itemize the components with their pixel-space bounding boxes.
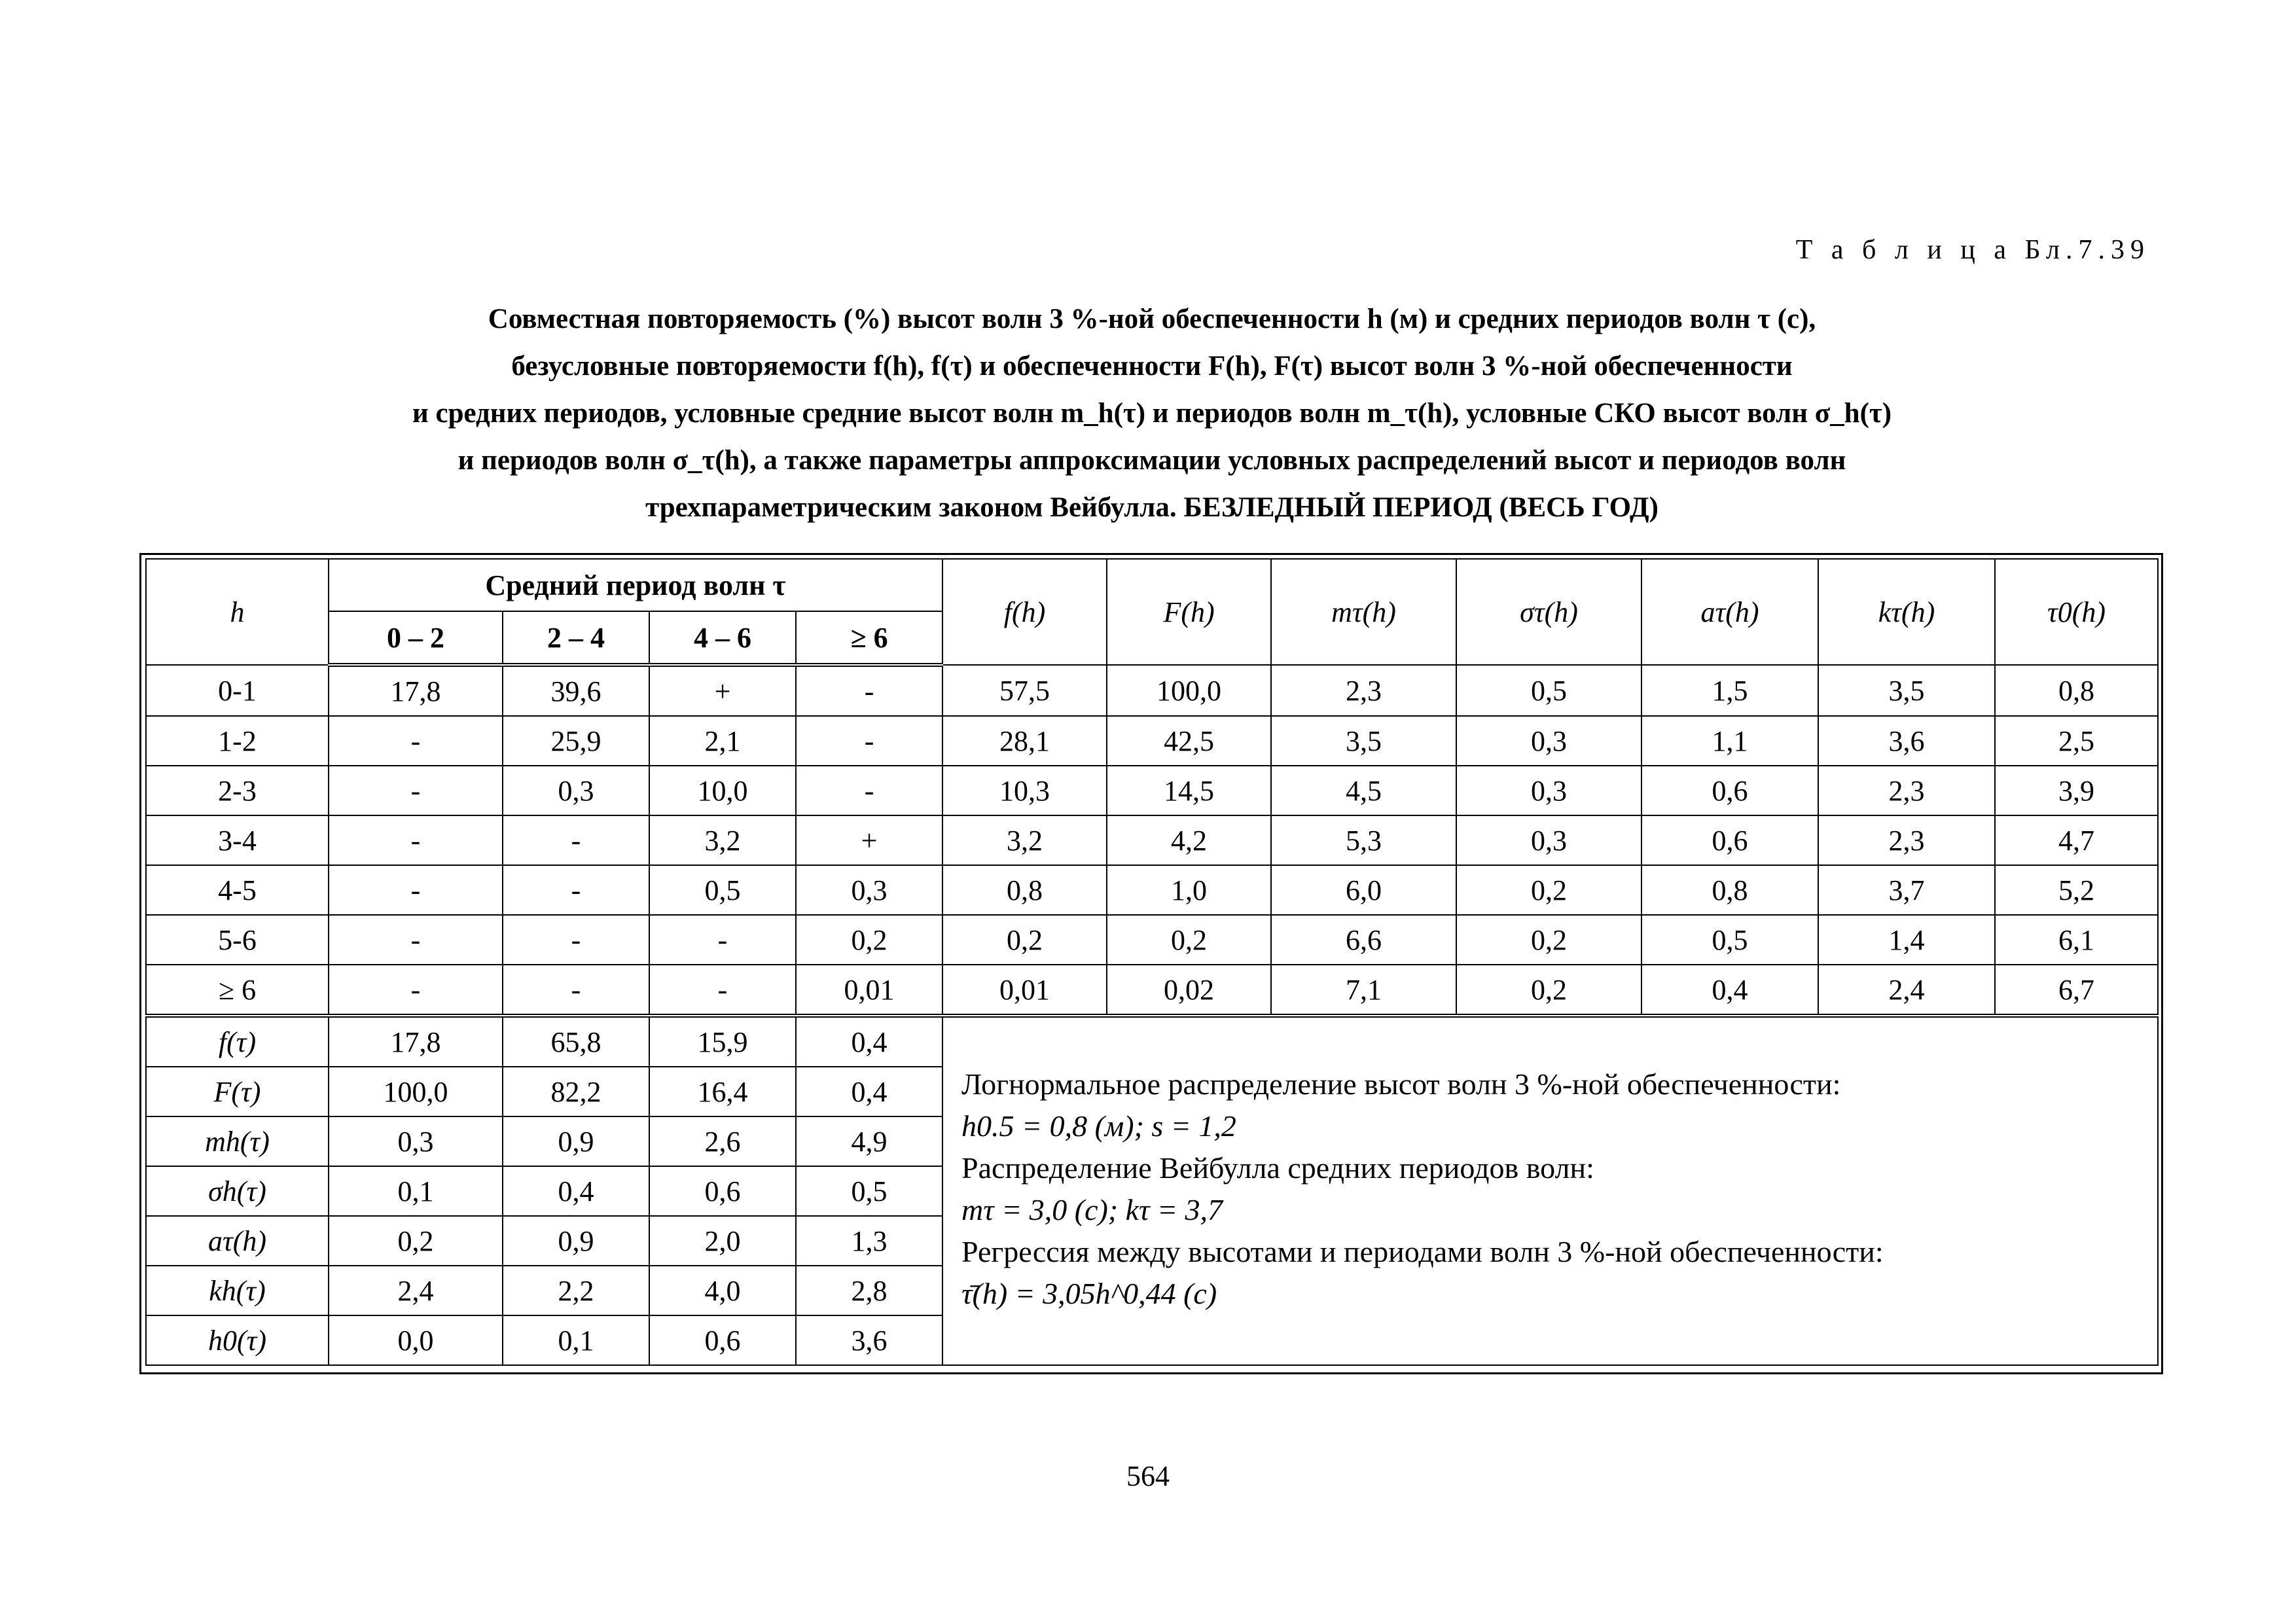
table-cell: 0,3	[329, 1116, 503, 1166]
row-label: aτ(h)	[146, 1216, 329, 1266]
table-cell: 0,2	[1107, 915, 1271, 965]
table-cell: 0,3	[503, 766, 649, 815]
table-cell: -	[503, 915, 649, 965]
table-cell: 0,9	[503, 1216, 649, 1266]
table-cell: -	[649, 915, 796, 965]
table-cell: 5,2	[1995, 865, 2158, 915]
table-cell: 57,5	[942, 665, 1107, 716]
table-cell: 3,9	[1995, 766, 2158, 815]
table-cell: 1,1	[1641, 716, 1818, 766]
table-cell: 2,3	[1818, 766, 1995, 815]
table-cell: 0,5	[1641, 915, 1818, 965]
table-row	[146, 865, 2158, 915]
table-cell: -	[503, 865, 649, 915]
table-cell: -	[329, 716, 503, 766]
table-cell: 0,3	[796, 865, 942, 915]
row-label: 4-5	[146, 865, 329, 915]
note-line: Регрессия между высотами и периодами волн 3 %-ной обеспеченности:	[961, 1235, 1884, 1268]
table-cell: 0,8	[1995, 665, 2158, 716]
table-cell: 4,9	[796, 1116, 942, 1166]
table-cell: 3,6	[796, 1315, 942, 1365]
table-cell: 6,1	[1995, 915, 2158, 965]
header-col: F(h)	[1107, 559, 1271, 665]
table-cell: 2,8	[796, 1266, 942, 1315]
note-line: mτ = 3,0 (с); kτ = 3,7	[961, 1193, 1223, 1226]
table-cell: 0,8	[942, 865, 1107, 915]
table-cell: 0,8	[1641, 865, 1818, 915]
table-cell: +	[649, 665, 796, 716]
note-line: Логнормальное распределение высот волн 3 %-ной обеспеченности:	[961, 1067, 1841, 1101]
row-label: ≥ 6	[146, 965, 329, 1016]
table-row	[146, 915, 2158, 965]
table-cell: 17,8	[329, 1016, 503, 1067]
table-cell: 100,0	[329, 1067, 503, 1116]
header-range: 2 – 4	[503, 611, 649, 665]
table-cell: 65,8	[503, 1016, 649, 1067]
table-cell: 2,5	[1995, 716, 2158, 766]
table-cell: 2,3	[1818, 815, 1995, 865]
table-cell: 6,6	[1271, 915, 1456, 965]
table-cell: -	[796, 665, 942, 716]
header-col: τ0(h)	[1995, 559, 2158, 665]
table-cell: 25,9	[503, 716, 649, 766]
header-range: 4 – 6	[649, 611, 796, 665]
table-cell: 4,5	[1271, 766, 1456, 815]
table-cell: 0,01	[942, 965, 1107, 1016]
row-label: 3-4	[146, 815, 329, 865]
table-cell: 14,5	[1107, 766, 1271, 815]
table-cell: -	[503, 965, 649, 1016]
table-cell: 2,0	[649, 1216, 796, 1266]
header-range: 0 – 2	[329, 611, 503, 665]
table-cell: -	[329, 965, 503, 1016]
header-range: ≥ 6	[796, 611, 942, 665]
table-cell: 5,3	[1271, 815, 1456, 865]
table-cell: 0,6	[1641, 766, 1818, 815]
table-row	[146, 965, 2158, 1016]
table-cell: 15,9	[649, 1016, 796, 1067]
table-cell: 0,3	[1456, 716, 1641, 766]
table-cell: 2,1	[649, 716, 796, 766]
table-cell: 2,4	[329, 1266, 503, 1315]
caption-line: и средних периодов, условные средние высот волн m_h(τ) и периодов волн m_τ(h), условные СКО высот волн σ_h(τ)	[412, 398, 1892, 429]
table-label: Т а б л и ц а Бл.7.39	[1795, 235, 2150, 265]
table-cell: 0,9	[503, 1116, 649, 1166]
table-cell: 0,5	[649, 865, 796, 915]
table-row	[146, 665, 2158, 716]
table-cell: -	[329, 766, 503, 815]
table-row	[146, 815, 2158, 865]
row-label: h0(τ)	[146, 1315, 329, 1365]
row-label: F(τ)	[146, 1067, 329, 1116]
table-cell: 82,2	[503, 1067, 649, 1116]
table-cell: 0,2	[1456, 915, 1641, 965]
table-cell: 0,2	[1456, 865, 1641, 915]
table-cell: 1,0	[1107, 865, 1271, 915]
table-cell: 2,3	[1271, 665, 1456, 716]
caption-line: Совместная повторяемость (%) высот волн 3 %-ной обеспеченности h (м) и средних периодов волн τ (с),	[488, 304, 1816, 334]
table-cell: 6,7	[1995, 965, 2158, 1016]
table-cell: 0,1	[503, 1315, 649, 1365]
table-cell: 1,3	[796, 1216, 942, 1266]
distribution-notes	[942, 1016, 2158, 1365]
row-label: σh(τ)	[146, 1166, 329, 1216]
table-cell: 10,3	[942, 766, 1107, 815]
table-cell: 2,6	[649, 1116, 796, 1166]
table-cell: 0,6	[649, 1166, 796, 1216]
row-label: mh(τ)	[146, 1116, 329, 1166]
table-cell: 3,5	[1271, 716, 1456, 766]
table-cell: -	[796, 766, 942, 815]
table-cell: +	[796, 815, 942, 865]
header-col: mτ(h)	[1271, 559, 1456, 665]
table-cell: 0,4	[1641, 965, 1818, 1016]
table-cell: 1,4	[1818, 915, 1995, 965]
row-label: 1-2	[146, 716, 329, 766]
table-cell: 4,7	[1995, 815, 2158, 865]
table-cell: 0,01	[796, 965, 942, 1016]
row-label: f(τ)	[146, 1016, 329, 1067]
table-row	[146, 766, 2158, 815]
table-cell: 0,4	[796, 1067, 942, 1116]
row-label: kh(τ)	[146, 1266, 329, 1315]
table-cell: 6,0	[1271, 865, 1456, 915]
table-cell: 3,2	[649, 815, 796, 865]
table-cell: 0,3	[1456, 766, 1641, 815]
table-cell: 16,4	[649, 1067, 796, 1116]
note-line: Распределение Вейбулла средних периодов волн:	[961, 1151, 1594, 1185]
page-number: 564	[1126, 1460, 1170, 1492]
table-cell: 0,3	[1456, 815, 1641, 865]
row-label: 2-3	[146, 766, 329, 815]
table-row	[146, 716, 2158, 766]
table-cell: -	[329, 865, 503, 915]
table-cell: -	[503, 815, 649, 865]
table-cell: 1,5	[1641, 665, 1818, 716]
table-cell: 0,2	[1456, 965, 1641, 1016]
table-cell: 0,5	[796, 1166, 942, 1216]
table-cell: 0,2	[942, 915, 1107, 965]
data-table	[145, 558, 2159, 1366]
table-cell: 0,6	[649, 1315, 796, 1365]
table-cell: -	[649, 965, 796, 1016]
row-label: 5-6	[146, 915, 329, 965]
table-cell: 2,4	[1818, 965, 1995, 1016]
table-cell: 39,6	[503, 665, 649, 716]
note-line: h0.5 = 0,8 (м); s = 1,2	[961, 1109, 1236, 1143]
table-cell: -	[329, 915, 503, 965]
header-col: kτ(h)	[1818, 559, 1995, 665]
header-row	[146, 559, 2158, 611]
table-cell: 0,2	[796, 915, 942, 965]
caption-line: и периодов волн σ_τ(h), а также параметры аппроксимации условных распределений высот и периодов волн	[457, 445, 1846, 476]
table-cell: 4,2	[1107, 815, 1271, 865]
header-period-group: Средний период волн τ	[329, 559, 942, 611]
table-cell: 3,7	[1818, 865, 1995, 915]
table-cell: 0,4	[796, 1016, 942, 1067]
table-cell: 100,0	[1107, 665, 1271, 716]
table-cell: 3,5	[1818, 665, 1995, 716]
table-cell: 3,2	[942, 815, 1107, 865]
table-cell: 0,6	[1641, 815, 1818, 865]
table-row	[146, 1016, 2158, 1067]
table-cell: 10,0	[649, 766, 796, 815]
caption-line: безусловные повторяемости f(h), f(τ) и обеспеченности F(h), F(τ) высот волн 3 %-ной обеспеченности	[511, 351, 1793, 382]
header-col: στ(h)	[1456, 559, 1641, 665]
table-cell: 0,5	[1456, 665, 1641, 716]
table-cell: 28,1	[942, 716, 1107, 766]
table-cell: 42,5	[1107, 716, 1271, 766]
row-label: 0-1	[146, 665, 329, 716]
table-caption	[144, 296, 2160, 531]
table-cell: 3,6	[1818, 716, 1995, 766]
header-h: h	[146, 559, 329, 665]
table-cell: 4,0	[649, 1266, 796, 1315]
table-body	[146, 559, 2158, 1365]
table-cell: 0,1	[329, 1166, 503, 1216]
table-cell: 2,2	[503, 1266, 649, 1315]
table-cell: 0,0	[329, 1315, 503, 1365]
caption-line: трехпараметрическим законом Вейбулла. БЕЗЛЕДНЫЙ ПЕРИОД (ВЕСЬ ГОД)	[645, 492, 1659, 523]
table-cell: 7,1	[1271, 965, 1456, 1016]
table-cell: 0,2	[329, 1216, 503, 1266]
table-cell: 0,4	[503, 1166, 649, 1216]
note-line: τ̄(h) = 3,05h^0,44 (с)	[961, 1277, 1217, 1310]
header-col: f(h)	[942, 559, 1107, 665]
table-cell: 17,8	[329, 665, 503, 716]
table-cell: -	[329, 815, 503, 865]
table-cell: -	[796, 716, 942, 766]
header-col: aτ(h)	[1641, 559, 1818, 665]
table-cell: 0,02	[1107, 965, 1271, 1016]
